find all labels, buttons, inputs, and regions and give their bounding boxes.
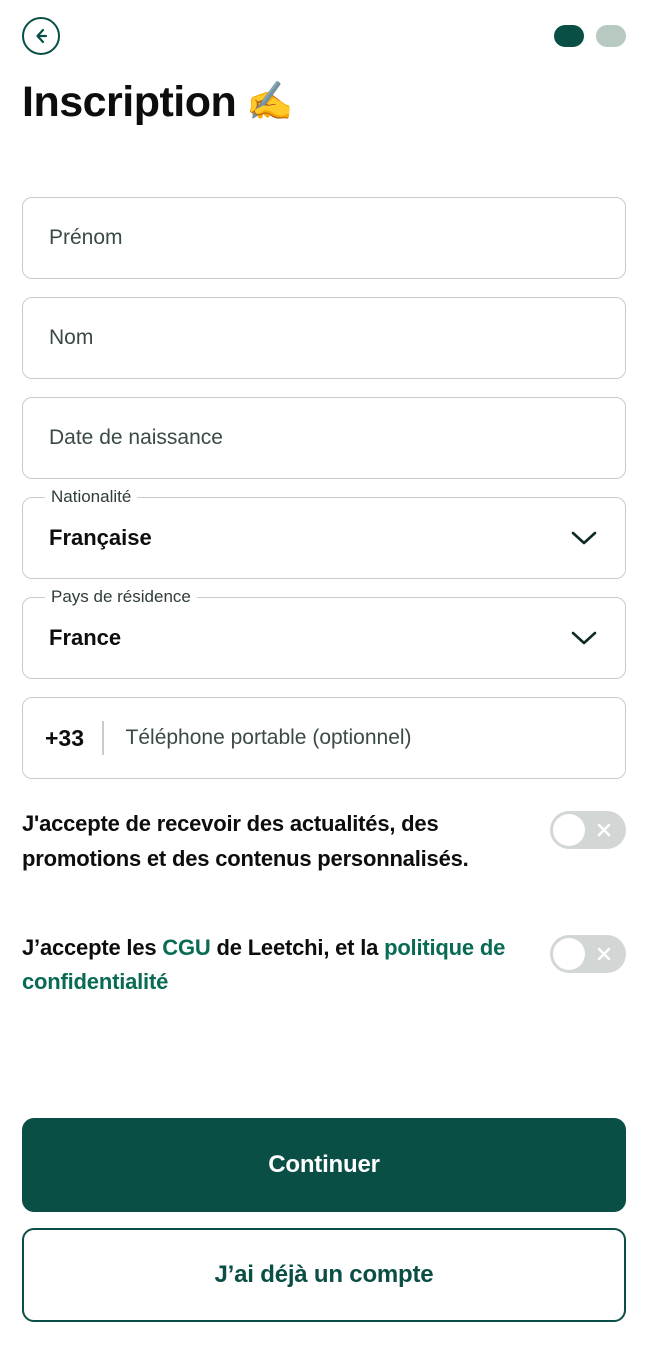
country-of-residence-label: Pays de résidence xyxy=(45,587,197,607)
birth-date-placeholder: Date de naissance xyxy=(49,426,223,449)
progress-step-2 xyxy=(596,25,626,47)
arrow-left-circle-icon xyxy=(31,26,51,46)
last-name-input[interactable] xyxy=(22,297,626,379)
already-have-account-button[interactable]: J’ai déjà un compte xyxy=(22,1228,626,1322)
country-of-residence-select[interactable] xyxy=(22,587,626,679)
first-name-input[interactable] xyxy=(22,197,626,279)
marketing-consent-toggle[interactable] xyxy=(550,811,626,849)
terms-consent-row xyxy=(22,931,626,1001)
cgu-link[interactable]: CGU xyxy=(162,934,211,960)
marketing-consent-label: J'accepte de recevoir des actualités, des promotions et des contenus personnalisés. xyxy=(22,811,469,871)
country-of-residence-value: France xyxy=(49,625,122,650)
terms-consent-toggle[interactable] xyxy=(550,935,626,973)
birth-date-input[interactable] xyxy=(22,397,626,479)
nationality-select[interactable] xyxy=(22,487,626,579)
phone-country-prefix[interactable]: +33 xyxy=(45,724,85,751)
action-buttons xyxy=(22,1118,626,1322)
nationality-label: Nationalité xyxy=(45,487,137,507)
continue-button[interactable]: Continuer xyxy=(22,1118,626,1212)
progress-step-1 xyxy=(554,25,584,47)
privacy-policy-link[interactable]: politique de confidentialité xyxy=(22,934,506,995)
signup-form xyxy=(22,197,626,1000)
phone-placeholder: Téléphone portable (optionnel) xyxy=(125,726,412,749)
marketing-consent-row xyxy=(22,807,626,877)
chevron-down-icon[interactable] xyxy=(569,629,599,647)
close-icon xyxy=(595,945,613,963)
nationality-value: Française xyxy=(49,525,152,550)
toggle-knob xyxy=(553,938,585,970)
last-name-placeholder: Nom xyxy=(49,326,94,349)
page-title xyxy=(22,78,293,127)
chevron-down-icon[interactable] xyxy=(569,529,599,547)
terms-consent-label xyxy=(22,931,534,1001)
writing-hand-emoji: ✍️ xyxy=(246,80,294,123)
phone-field[interactable] xyxy=(22,697,626,779)
page-title-text: Inscription xyxy=(22,78,237,126)
toggle-knob xyxy=(553,814,585,846)
terms-prefix-text: J’accepte les xyxy=(22,934,163,960)
back-button[interactable] xyxy=(22,17,60,55)
close-icon xyxy=(595,821,613,839)
progress-indicator xyxy=(554,25,626,47)
top-bar xyxy=(0,0,648,72)
terms-middle-text: de Leetchi, et la xyxy=(210,934,385,960)
first-name-placeholder: Prénom xyxy=(49,226,123,249)
